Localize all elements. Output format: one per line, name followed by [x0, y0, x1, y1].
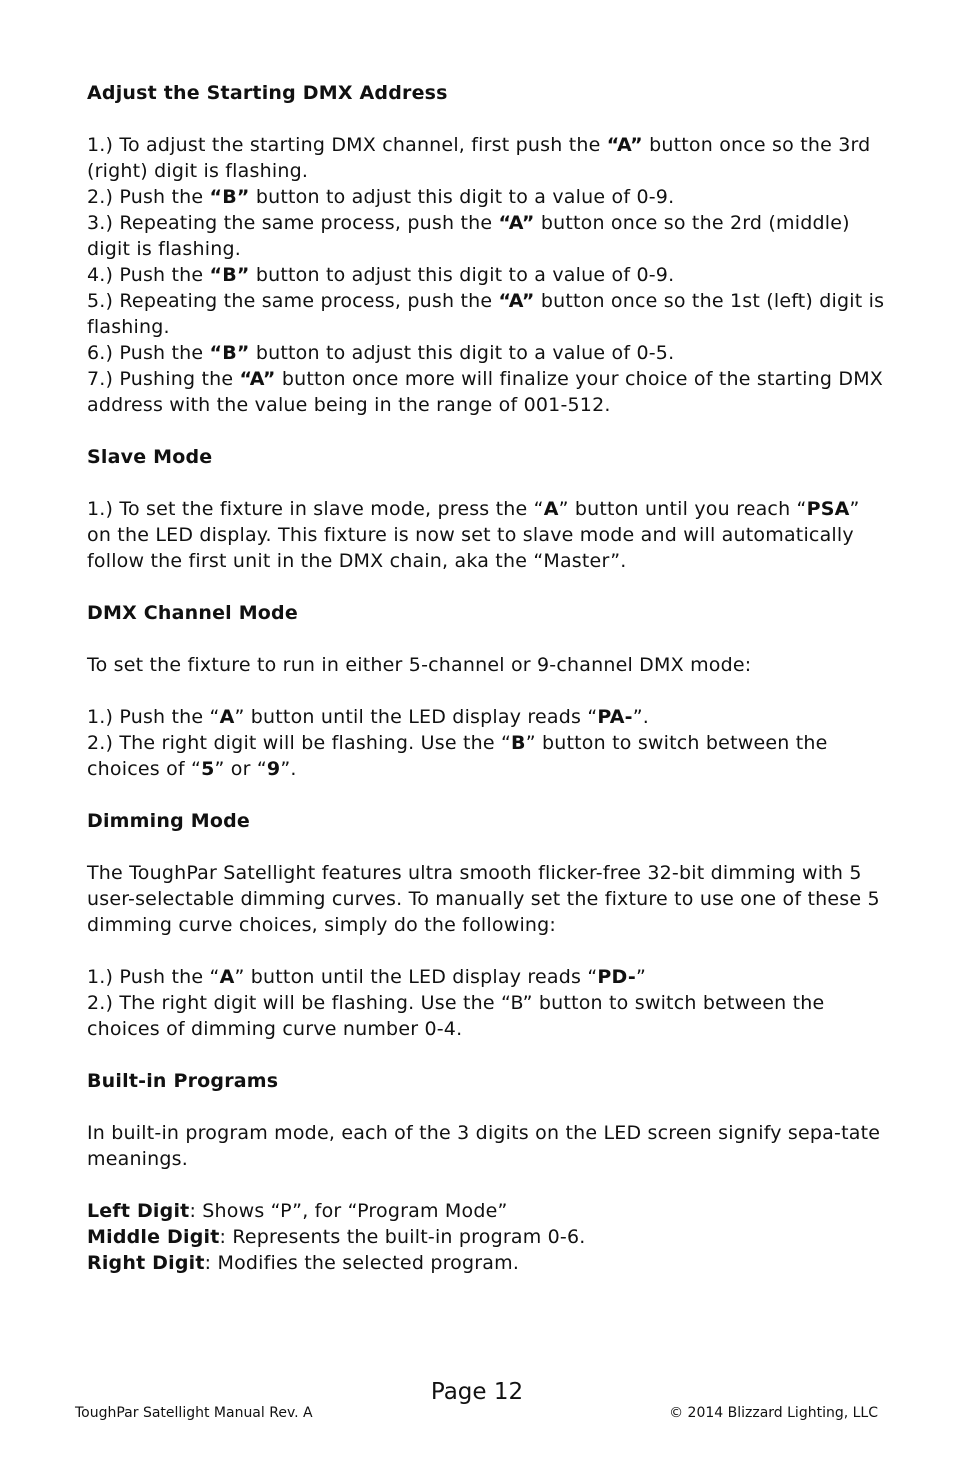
- slave-step-1: 1.) To set the fixture in slave mode, press the “A” button until you reach “PSA” on the LED display. This fixture is now set to slave mode and will automatically follow the first unit in the DMX chain, aka the “Master”.: [87, 498, 860, 572]
- step-4: 4.) Push the “B” button to adjust this digit to a value of 0-9.: [87, 264, 675, 286]
- dimming-intro: The ToughPar Satellight features ultra smooth flicker-free 32-bit dimming with 5 user-selectable dimming curves. To manually set the fixture to use one of these 5 dimming curve choices, simply do the following:: [87, 862, 880, 936]
- channel-step-2: 2.) The right digit will be flashing. Use the “B” button to switch between the choices of “5” or “9”.: [87, 732, 828, 780]
- step-5: 5.) Repeating the same process, push the “A” button once so the 1st (left) digit is flashing.: [87, 290, 885, 338]
- heading-dimming-mode: Dimming Mode: [87, 810, 250, 832]
- step-7: 7.) Pushing the “A” button once more will finalize your choice of the starting DMX address with the value being in the range of 001-512.: [87, 368, 884, 416]
- step-6: 6.) Push the “B” button to adjust this digit to a value of 0-5.: [87, 342, 675, 364]
- heading-slave-mode: Slave Mode: [87, 446, 213, 468]
- programs-intro: In built-in program mode, each of the 3 digits on the LED screen signify sepa-tate meanings.: [87, 1122, 881, 1170]
- dimming-step-2: 2.) The right digit will be flashing. Use the “B” button to switch between the choices of dimming curve number 0-4.: [87, 992, 825, 1040]
- dimming-step-1: 1.) Push the “A” button until the LED display reads “PD-”: [87, 966, 646, 988]
- page-number: Page 12: [430, 1379, 524, 1405]
- left-digit-line: Left Digit: Shows “P”, for “Program Mode”: [87, 1200, 508, 1222]
- step-3: 3.) Repeating the same process, push the “A” button once so the 2rd (middle) digit is flashing.: [87, 212, 850, 260]
- channel-step-1: 1.) Push the “A” button until the LED display reads “PA-”.: [87, 706, 650, 728]
- step-2: 2.) Push the “B” button to adjust this digit to a value of 0-9.: [87, 186, 675, 208]
- right-digit-line: Right Digit: Modifies the selected program.: [87, 1252, 520, 1274]
- step-1: 1.) To adjust the starting DMX channel, first push the “A” button once so the 3rd (right) digit is flashing.: [87, 134, 871, 182]
- channel-intro: To set the fixture to run in either 5-channel or 9-channel DMX mode:: [87, 654, 752, 676]
- heading-built-in-programs: Built-in Programs: [87, 1070, 279, 1092]
- heading-dmx-channel-mode: DMX Channel Mode: [87, 602, 298, 624]
- footer-manual-title: ToughPar Satellight Manual Rev. A: [75, 1405, 313, 1421]
- footer-copyright: © 2014 Blizzard Lighting, LLC: [669, 1405, 878, 1421]
- page-body: [87, 80, 887, 1276]
- heading-dmx-address: Adjust the Starting DMX Address: [87, 82, 448, 104]
- middle-digit-line: Middle Digit: Represents the built-in program 0-6.: [87, 1226, 586, 1248]
